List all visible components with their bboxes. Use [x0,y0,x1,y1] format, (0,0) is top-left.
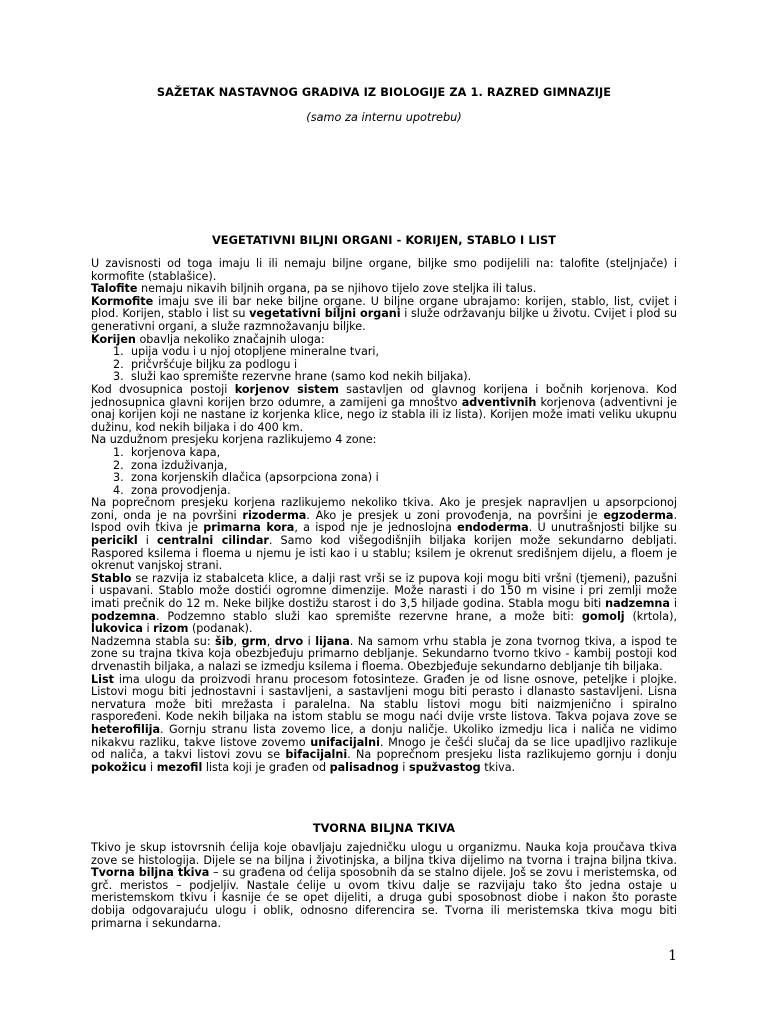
list-item: 1. korjenova kapa, [113,445,221,459]
list-item: 2. zona izduživanja, [113,458,228,472]
list-item: 3. zona korjenskih dlačica (apsorpciona zona) i [113,471,379,485]
paragraph-root-system: Kod dvosupnica postoji korjenov sistem sastavljen od glavnog korijena i bočnih korjenova. Kod jednosupnica glavni korijen brzo odumre, a zamijeni ga mnoštvo adventivnih korjenova (adventivni je onaj korijen koji ne nastane iz korjenka klice, nego iz stabla ili iz lista). Korijen može imati veliku ukupnu dužinu, kod nekih biljaka i do 400 km. [91,382,677,434]
list-root-functions [91,346,677,384]
paragraph-korijen: Korijen obavlja nekoliko značajnih uloga: [91,332,325,346]
paragraph-tkivo: Tkivo je skup istovrsnih ćelija koje obavljaju zajedničku ulogu u organizmu. Nauka koja proučava tkiva zove se histologija. Dijele se na biljna i životinjska, a biljna tkiva dijelimo na tvorna i trajna biljna tkiva. Tvorna biljna tkiva – su građena od ćelija sposobnih da se stalno dijele. Još se zovu i meristemska, od grč. meristos – podjeljiv. Nastale ćelije u ovom tkivu dalje se razvijaju tako što jedna ostaje u meristemskom tkivu i kasnije će se opet dijeliti, a druga gubi sposobnost diobe i nakon što poraste dobija odgovarajuću ulogu i oblik, odnosno diferencira se. Tvorna ili meristemska tkiva mogu biti primarna i sekundarna. [91,841,677,930]
section-body-vegetative-organs [91,258,677,774]
document-title: SAŽETAK NASTAVNOG GRADIVA IZ BIOLOGIJE ZA 1. RAZRED GIMNAZIJE [156,86,612,99]
paragraph-talofite: Talofite nemaju nikavih biljnih organa, pa se njihovo tijelo zove steljka ili talus. [91,282,537,296]
paragraph-root-zones: Na uzdužnom presjeku korjena razlikujemo 4 zone: [91,433,377,447]
document-subtitle: (samo za internu upotrebu) [306,111,462,124]
list-root-zones [91,447,677,497]
paragraph-list: List ima ulogu da proizvodi hranu procesom fotosinteze. Građen je od lisne osnove, peteljke i plojke. Listovi mogu biti jednostavni i sastavljeni, a sastavljeni mogu biti perasto i dlanasto sastavljeni. Lisna nervatura može biti mrežasta i paralelna. Na stablu listovi mogu biti naizmjenično i spiralno raspoređeni. Kode nekih biljaka na istom stablu se mogu naći dvije vrste listova. Takva pojava zove se heterofilija. Gornju stranu lista zovemo lice, a donju naličje. Ukoliko izmedju lica i naliča ne vidimo nikakvu razliku, takve listove zovemo unifacijalni. Mnogo je češći slučaj da se lice upadljivo razlikuje od naliča, a takvi listovi zovu se bifacijalni. Na poprečnom presjeku lista razlikujemo gornju i donju pokožicu i mezofil lista koji je građen od palisadnog i spužvastog tkiva. [91,672,677,774]
paragraph-kormofite: Kormofite imaju sve ili bar neke biljne organe. U biljne organe ubrajamo: korijen, stablo, list, cvijet i plod. Korijen, stablo i list su vegetativni biljni organi i služe održavanju biljke u životu. Cvijet i plod su generativni organi, a služe razmnožavanju biljke. [91,294,677,333]
section-heading-vegetative-organs: VEGETATIVNI BILJNI ORGANI - KORIJEN, STABLO I LIST [211,234,557,247]
list-item: 1. upija vodu i u njoj otopljene mineralne tvari, [113,345,380,359]
list-item: 2. pričvršćuje biljku za podlogu i [113,357,298,371]
paragraph-stablo: Stablo se razvija iz stabalceta klice, a dalji rast vrši se iz pupova koji mogu biti vršni (tjemeni), pazušni i uspavani. Stablo može dostići ogromne dimenzije. Može narasti i do 150 m visine i pri zemlji može imati prečnik do 12 m. Neke biljke dostižu starost i do 3,5 hiljade godina. Stabla mogu biti nadzemna i podzemna. Podzemno stablo služi kao spremište rezervne hrane, a može biti: gomolj (krtola), lukovica i rizom (podanak). [91,571,678,636]
paragraph-intro: U zavisnosti od toga imaju li ili nemaju biljne organe, biljke smo podijelili na: talofite (steljnjače) i kormofite (stablašice). [91,257,677,283]
list-item: 3. služi kao spremište rezervne hrane (samo kod nekih biljaka). [113,370,472,384]
list-item: 4. zona provodjenja. [113,483,231,497]
paragraph-nadzemna-stabla: Nadzemna stabla su: šib, grm, drvo i lijana. Na samom vrhu stabla je zona tvornog tkiva, a ispod te zone su trajna tkiva koja obezbjeđuju primarno debljanje. Sekundarno tvorno tkivo - kambij postoji kod drvenastih biljaka, a nalazi se izmedju ksilema i floema. Obezbjeđuje sekundarno debljanje tih biljaka. [91,634,677,673]
section-heading-tvorna-tkiva: TVORNA BILJNA TKIVA [312,822,456,835]
page-number: 1 [668,948,677,964]
paragraph-root-cross-section: Na poprečnom presjeku korjena razlikujemo nekoliko tkiva. Ako je presjek napravljen u apsorpcionoj zoni, onda je na površini rizoderma. Ako je presjek u zoni provođenja, na površini je egzoderma. Ispod ovih tkiva je primarna kora, a ispod nje je jednoslojna endoderma. U unutrašnjosti biljke su pericikl i centralni cilindar. Samo kod višegodišnjih biljaka korijen može sekundarno debljati. Raspored ksilema i floema u njemu je isti kao i u stablu; ksilem je okrenut središnjem dijelu, a floem je okrenut vanjskoj strani. [91,496,678,573]
section-body-tvorna-tkiva [91,842,677,930]
